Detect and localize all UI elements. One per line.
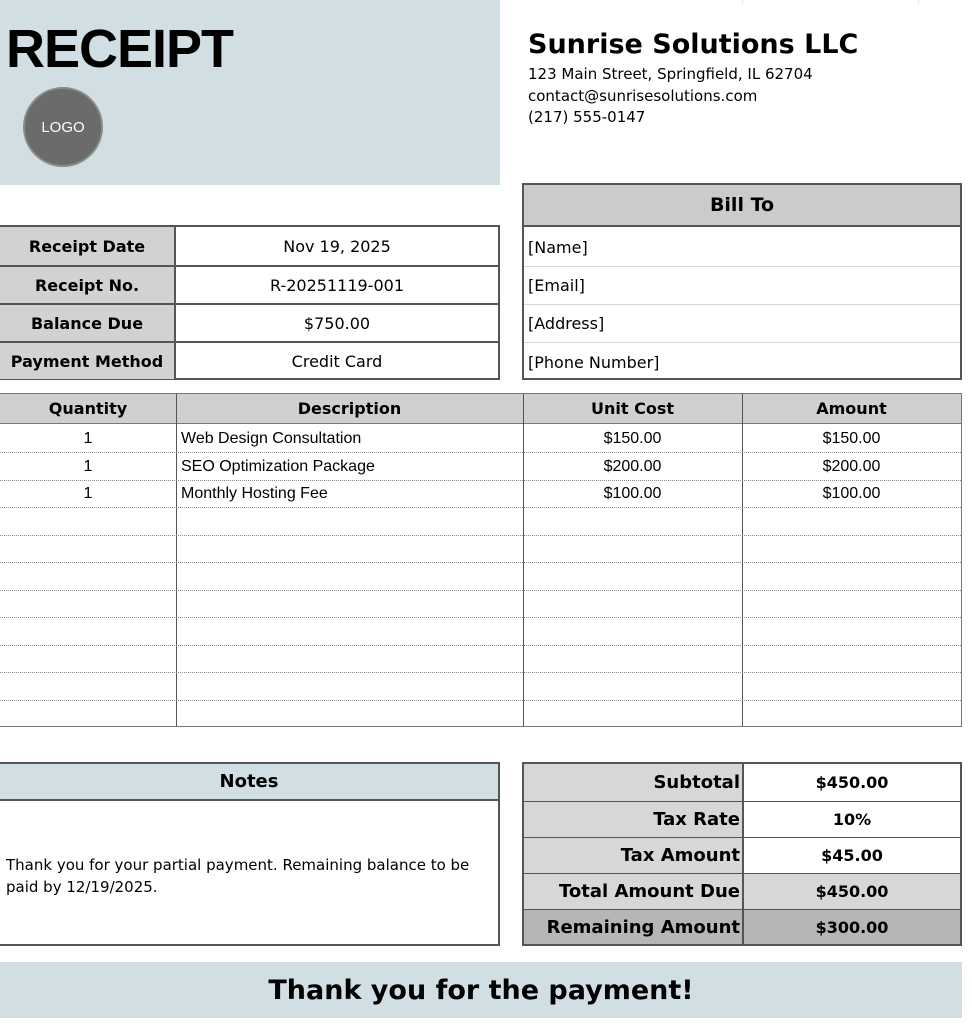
item-amount[interactable]: $200.00: [822, 457, 881, 475]
row-divider: [0, 507, 961, 508]
item-quantity[interactable]: 1: [83, 429, 93, 447]
row-divider: [0, 617, 961, 618]
totals-label: Total Amount Due: [524, 874, 744, 909]
item-unit-cost[interactable]: $100.00: [603, 484, 662, 502]
thank-you-banner: [0, 962, 962, 1018]
grid-line: [742, 0, 743, 4]
info-value[interactable]: Credit Card: [291, 351, 383, 371]
totals-row-subtotal: [524, 764, 960, 801]
item-quantity[interactable]: 1: [83, 457, 93, 475]
totals-label: Tax Rate: [524, 802, 744, 837]
bill-to-name[interactable]: [Name]: [524, 229, 960, 267]
row-divider: [0, 562, 961, 563]
info-value[interactable]: R-20251119-001: [270, 275, 404, 295]
item-description[interactable]: Web Design Consultation: [181, 429, 362, 447]
bill-to-address[interactable]: [Address]: [524, 305, 960, 343]
notes-title: Notes: [0, 764, 498, 801]
totals-row-tax-rate: [524, 801, 960, 837]
col-header-quantity: Quantity: [0, 394, 176, 424]
totals-section: [522, 762, 962, 946]
bill-to-phone[interactable]: [Phone Number]: [528, 352, 660, 372]
totals-value: $300.00: [744, 910, 960, 944]
company-name: Sunrise Solutions LLC: [528, 29, 859, 60]
col-header-amount: Amount: [742, 394, 961, 424]
company-address: 123 Main Street, Springfield, IL 62704: [528, 65, 813, 83]
totals-row-total-due: [524, 873, 960, 909]
totals-row-remaining: [524, 909, 960, 944]
company-phone: (217) 555-0147: [528, 108, 646, 126]
info-row-receipt-no: [0, 265, 498, 303]
receipt-info-table: [0, 225, 500, 380]
logo-placeholder: [23, 87, 103, 167]
totals-label: Subtotal: [524, 764, 744, 801]
row-divider: [0, 535, 961, 536]
items-table: [0, 393, 962, 727]
totals-value: $45.00: [821, 846, 883, 865]
info-label: Receipt No.: [0, 267, 176, 303]
item-unit-cost[interactable]: $200.00: [603, 457, 662, 475]
row-divider: [0, 645, 961, 646]
info-value[interactable]: Nov 19, 2025: [283, 236, 391, 256]
item-unit-cost[interactable]: $150.00: [603, 429, 662, 447]
bill-to-title: Bill To: [524, 185, 960, 227]
info-row-payment-method: [0, 341, 498, 379]
info-label: Payment Method: [0, 343, 176, 379]
totals-label: Remaining Amount: [524, 910, 744, 944]
logo-text: LOGO: [41, 118, 85, 136]
item-quantity[interactable]: 1: [83, 484, 93, 502]
row-divider: [0, 672, 961, 673]
totals-value: $450.00: [744, 874, 960, 909]
totals-value: $450.00: [815, 773, 889, 792]
bill-to-email[interactable]: [Email]: [524, 267, 960, 305]
row-divider: [0, 590, 961, 591]
grid-line: [918, 0, 919, 4]
col-header-description: Description: [176, 394, 523, 424]
info-row-receipt-date: [0, 227, 498, 265]
column-divider: [176, 394, 177, 726]
info-value[interactable]: $750.00: [303, 313, 371, 333]
info-row-balance-due: [0, 303, 498, 341]
item-description[interactable]: SEO Optimization Package: [181, 457, 375, 475]
col-header-unit-cost: Unit Cost: [523, 394, 742, 424]
bill-to-section: [522, 183, 962, 380]
notes-section: [0, 762, 500, 946]
totals-label: Tax Amount: [524, 838, 744, 873]
info-label: Receipt Date: [0, 227, 176, 265]
thank-you-message: Thank you for the payment!: [268, 974, 694, 1006]
totals-value[interactable]: 10%: [832, 810, 872, 829]
row-divider: [0, 700, 961, 701]
notes-text[interactable]: Thank you for your partial payment. Remaining balance to be paid by 12/19/2025.: [6, 856, 470, 896]
item-description[interactable]: Monthly Hosting Fee: [181, 484, 328, 502]
totals-row-tax-amount: [524, 837, 960, 873]
item-amount[interactable]: $100.00: [822, 484, 881, 502]
receipt-title: RECEIPT: [6, 19, 234, 79]
company-email: contact@sunrisesolutions.com: [528, 87, 758, 105]
info-label: Balance Due: [0, 305, 176, 341]
item-amount[interactable]: $150.00: [822, 429, 881, 447]
